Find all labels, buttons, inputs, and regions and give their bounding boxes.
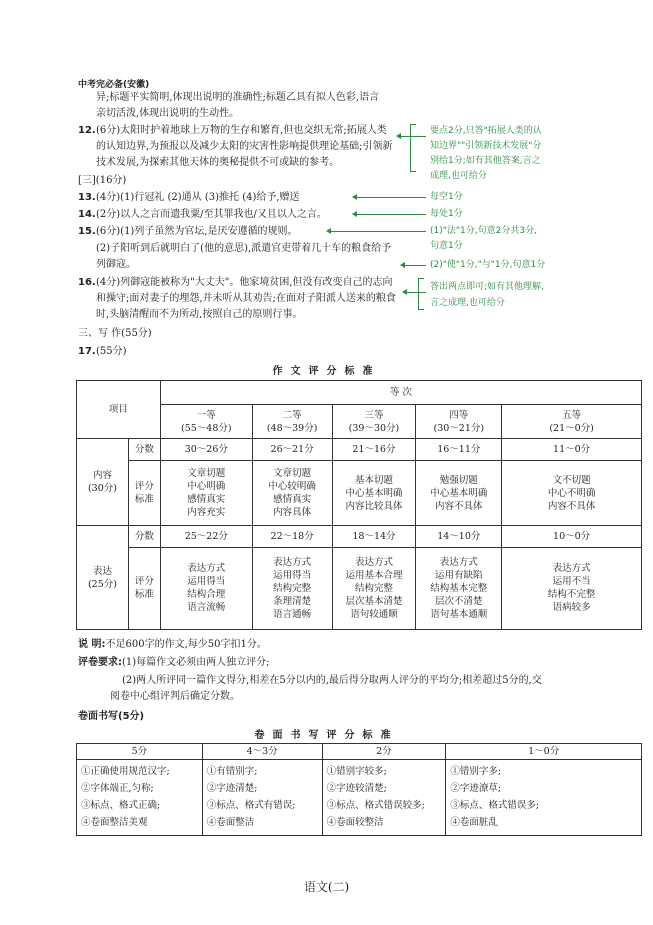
score-cell: 11～0分: [502, 439, 642, 461]
question-number: 15.: [78, 226, 96, 237]
score-cell: 10～0分: [502, 526, 642, 548]
score-cell: 18～14分: [332, 526, 416, 548]
note-line: 阅卷中心组评判后确定分数。: [110, 691, 240, 702]
answer-line: 技术发展,为探索其他天体的奥秘提供不可或缺的参考。: [96, 157, 340, 168]
annotation-arrow-icon: [404, 265, 426, 266]
hw-criteria-cell: ①有错别字; ②字迹清楚; ③标点、格式有错误; ④卷面整洁: [202, 760, 322, 836]
annotation-arrow-icon: [400, 136, 426, 137]
criteria-cell: 表达方式 运用基本合理 结构完整 层次基本清楚 语句较通顺: [332, 547, 416, 629]
answer-line: (2分)以人之言而遗我粟/至其罪我也/又且以人之言。: [96, 209, 327, 220]
note-line: 说 明:不足600字的作文,每少50字扣1分。: [78, 639, 267, 650]
answer-line: 时,头脑清醒而不为所动,按照自己的原则行事。: [96, 309, 303, 320]
question-number: 12.: [78, 125, 96, 136]
handwriting-scoring-table: [76, 743, 642, 836]
question-number: 14.: [78, 209, 96, 220]
section-heading: 卷面书写(5分): [78, 711, 145, 722]
score-cell: 26～21分: [252, 439, 332, 461]
score-cell: 22～18分: [252, 526, 332, 548]
answer-line: 异;标题平实简明,体现出说明的准确性;标题乙具有拟人色彩,语言: [96, 92, 380, 103]
question-number: 13.: [78, 192, 96, 203]
handwritten-note: 句意1分: [430, 241, 463, 251]
grade-header: 四等 (30～21分): [416, 404, 502, 439]
answer-line: (2)子阳听到后就明白了(他的意思),派遣官吏带着几十车的粮食给予: [96, 243, 392, 254]
annotation-arrow-icon: [406, 292, 426, 293]
handwritten-note: 知边界""引领新技术发展"分: [430, 141, 542, 151]
hw-criteria-cell: ①错别字多; ②字迹潦草; ③标点、格式错误多; ④卷面脏乱: [446, 760, 642, 836]
criteria-cell: 文章切题 中心明确 感情真实 内容充实: [160, 461, 252, 526]
criteria-label: 评分标准: [128, 461, 160, 526]
answer-line: 和操守;面对妻子的埋怨,并未听从其劝告;在面对子阳派人送来的粮食: [96, 293, 396, 304]
hw-header: 5分: [77, 744, 203, 760]
criteria-cell: 表达方式 运用不当 结构不完整 语病较多: [502, 547, 642, 629]
answer-line: (4分)列御寇能被称为"大丈夫"。他家境贫困,但没有改变自己的志向: [96, 277, 393, 288]
criteria-cell: 文不切题 中心不明确 内容不具体: [502, 461, 642, 526]
expression-row-label: 表达 (25分): [77, 526, 129, 630]
grade-header: 二等 (48～39分): [252, 404, 332, 439]
page-footer: 语文(二): [303, 880, 350, 894]
hw-header: 4～3分: [202, 744, 322, 760]
annotation-bracket: [410, 124, 416, 172]
section-heading: 三、写 作(55分): [78, 328, 152, 339]
handwritten-note: 成理,也可给分: [430, 171, 487, 181]
note-line: (2)两人所评同一篇作文得分,相差在5分以内的,最后得分取两人评分的平均分;相差超过5分的,交: [122, 675, 542, 686]
project-header: 项目: [77, 381, 161, 439]
grade-header: 五等 (21～0分): [502, 404, 642, 439]
criteria-cell: 表达方式 运用有缺陷 结构基本完整 层次不清楚 语句基本通顺: [416, 547, 502, 629]
score-cell: 14～10分: [416, 526, 502, 548]
question-number: 16.: [78, 277, 96, 288]
score-cell: 21～16分: [332, 439, 416, 461]
score-label: 分数: [128, 439, 160, 461]
content-row-label: 内容 (30分): [77, 439, 129, 526]
hw-criteria-cell: ①正确使用规范汉字; ②字体端正,匀称; ③标点、格式正确; ④卷面整洁美观: [77, 760, 203, 836]
handwritten-note: 每空1分: [430, 192, 463, 202]
handwritten-note: (2)"使"1分,"与"1分,句意1分: [430, 260, 546, 270]
criteria-cell: 勉强切题 中心基本明确 内容不具体: [416, 461, 502, 526]
criteria-cell: 表达方式 运用得当 结构完整 条理清楚 语言通畅: [252, 547, 332, 629]
grade-header: 一等 (55～48分): [160, 404, 252, 439]
answer-line: 亲切活泼,体现出说明的生动性。: [96, 108, 240, 119]
score-label: 分数: [128, 526, 160, 548]
handwriting-table-title: 卷面书写评分标准: [254, 730, 399, 741]
criteria-cell: 基本切题 中心基本明确 内容比较具体: [332, 461, 416, 526]
score-cell: 16～11分: [416, 439, 502, 461]
handwritten-note: (1)"法"1分,句意2分共3分,: [430, 226, 537, 236]
handwritten-note: 言之成理,也可给分: [430, 298, 505, 308]
answer-line: 的认知边界,为预报以及减少太阳的灾害性影响提供理论基础;引领新: [96, 141, 393, 152]
answer-line: (6分)太阳时护着地球上万物的生存和繁育,但也交织无常;拓展人类: [96, 125, 387, 136]
section-heading: [三](16分): [78, 175, 127, 186]
answer-line: (6分)(1)列子虽然为官坛,是厌安遵循的规则。: [96, 226, 298, 237]
handwritten-note: 要点2分,只答"拓展人类的认: [430, 126, 542, 136]
annotation-arrow-icon: [356, 214, 426, 215]
answer-line: (4分)(1)行冠礼 (2)通从 (3)推托 (4)给予,赠送: [96, 192, 300, 203]
question-number: 17.: [78, 346, 96, 357]
criteria-cell: 表达方式 运用得当 结构合理 语言流畅: [160, 547, 252, 629]
annotation-arrow-icon: [330, 231, 426, 232]
note-line: 评卷要求:(1)每篇作文必须由两人独立评分;: [78, 657, 270, 668]
annotation-arrow-icon: [356, 197, 426, 198]
book-header: 中考完必备(安徽): [78, 80, 150, 90]
handwritten-note: 别给1分;如有其他答案,言之: [430, 156, 541, 166]
criteria-cell: 文章切题 中心较明确 感情真实 内容具体: [252, 461, 332, 526]
answer-line: 列御寇。: [96, 259, 136, 270]
essay-scoring-table: [76, 380, 642, 630]
annotation-bracket: [418, 278, 424, 310]
hw-header: 2分: [322, 744, 446, 760]
handwritten-note: 每处1分: [430, 209, 463, 219]
criteria-label: 评分标准: [128, 547, 160, 629]
score-cell: 25～22分: [160, 526, 252, 548]
hw-header: 1～0分: [446, 744, 642, 760]
score-cell: 30～26分: [160, 439, 252, 461]
grade-header: 三等 (39～30分): [332, 404, 416, 439]
grade-group-header: 等 次: [160, 381, 641, 405]
essay-table-title: 作文评分标准: [272, 366, 381, 377]
answer-line: (55分): [96, 346, 127, 357]
handwritten-note: 答出两点即可;如有其他理解,: [430, 282, 544, 292]
hw-criteria-cell: ①错别字较多; ②字迹较清楚; ③标点、格式错误较多; ④卷面较整洁: [322, 760, 446, 836]
